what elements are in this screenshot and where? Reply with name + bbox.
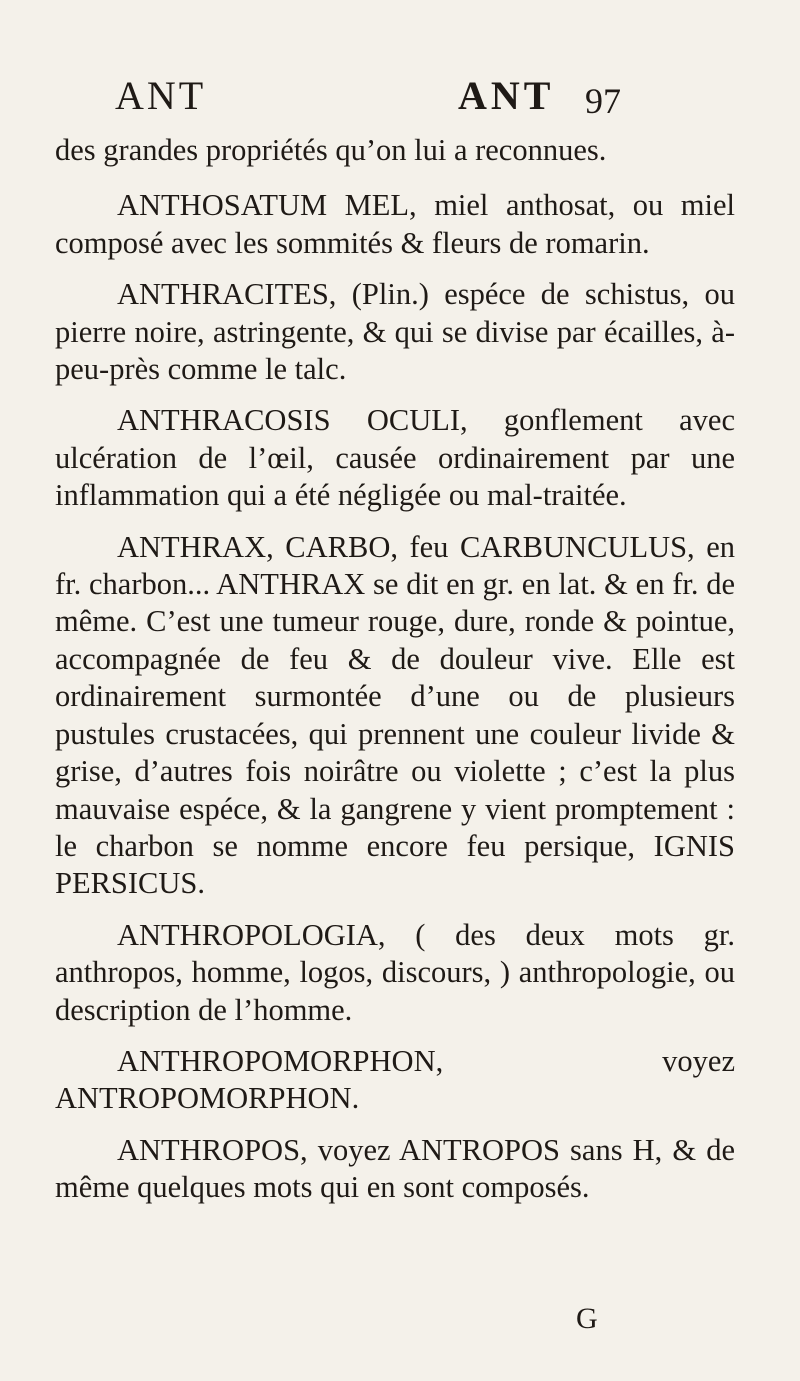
entry-anthracosis: ANTHRACOSIS OCULI, gonflement avec ulcération de l’œil, causée ordinairement par une inflammation qui a été négligée ou mal-traitée.: [55, 403, 735, 513]
signature-mark: G: [576, 1302, 598, 1335]
running-head-left: ANT: [115, 73, 207, 118]
entry-anthropos: ANTHROPOS, voyez ANTROPOS sans H, & de même quelques mots qui en sont composés.: [55, 1132, 735, 1205]
dictionary-text: [55, 132, 735, 1221]
entry-anthrax: ANTHRAX, CARBO, feu CARBUNCULUS, en fr. charbon... ANTHRAX se dit en gr. en lat. & en fr. de même. C’est une tumeur rouge, dure, ronde & pointue, accompagnée de feu & de douleur vive. Elle est ordinairement surmontée d’une ou de plusieurs pustules crustacées, qui prennent une couleur livide & grise, d’autres fois noirâtre ou violette ; c’est la plus mauvaise espéce, & la gangrene y vient promptement : le charbon se nomme encore feu persique, IGNIS PERSICUS.: [55, 529, 735, 901]
entry-anthosatum: ANTHOSATUM MEL, miel anthosat, ou miel composé avec les sommités & fleurs de romarin.: [55, 188, 735, 260]
running-head: [0, 72, 800, 120]
page-number: 97: [585, 81, 621, 121]
continuation-line: des grandes propriétés qu’on lui a reconnues.: [55, 133, 607, 167]
entry-anthropologia: ANTHROPOLOGIA, ( des deux mots gr. anthropos, homme, logos, discours, ) anthropologie, ou description de l’homme.: [55, 917, 735, 1027]
entry-anthracites: ANTHRACITES, (Plin.) espéce de schistus, ou pierre noire, astringente, & qui se divise par écailles, à-peu-près comme le talc.: [55, 277, 735, 387]
running-head-right: ANT: [458, 73, 555, 118]
entry-anthropomorphon: ANTHROPOMORPHON, voyez ANTROPOMORPHON.: [55, 1043, 735, 1116]
